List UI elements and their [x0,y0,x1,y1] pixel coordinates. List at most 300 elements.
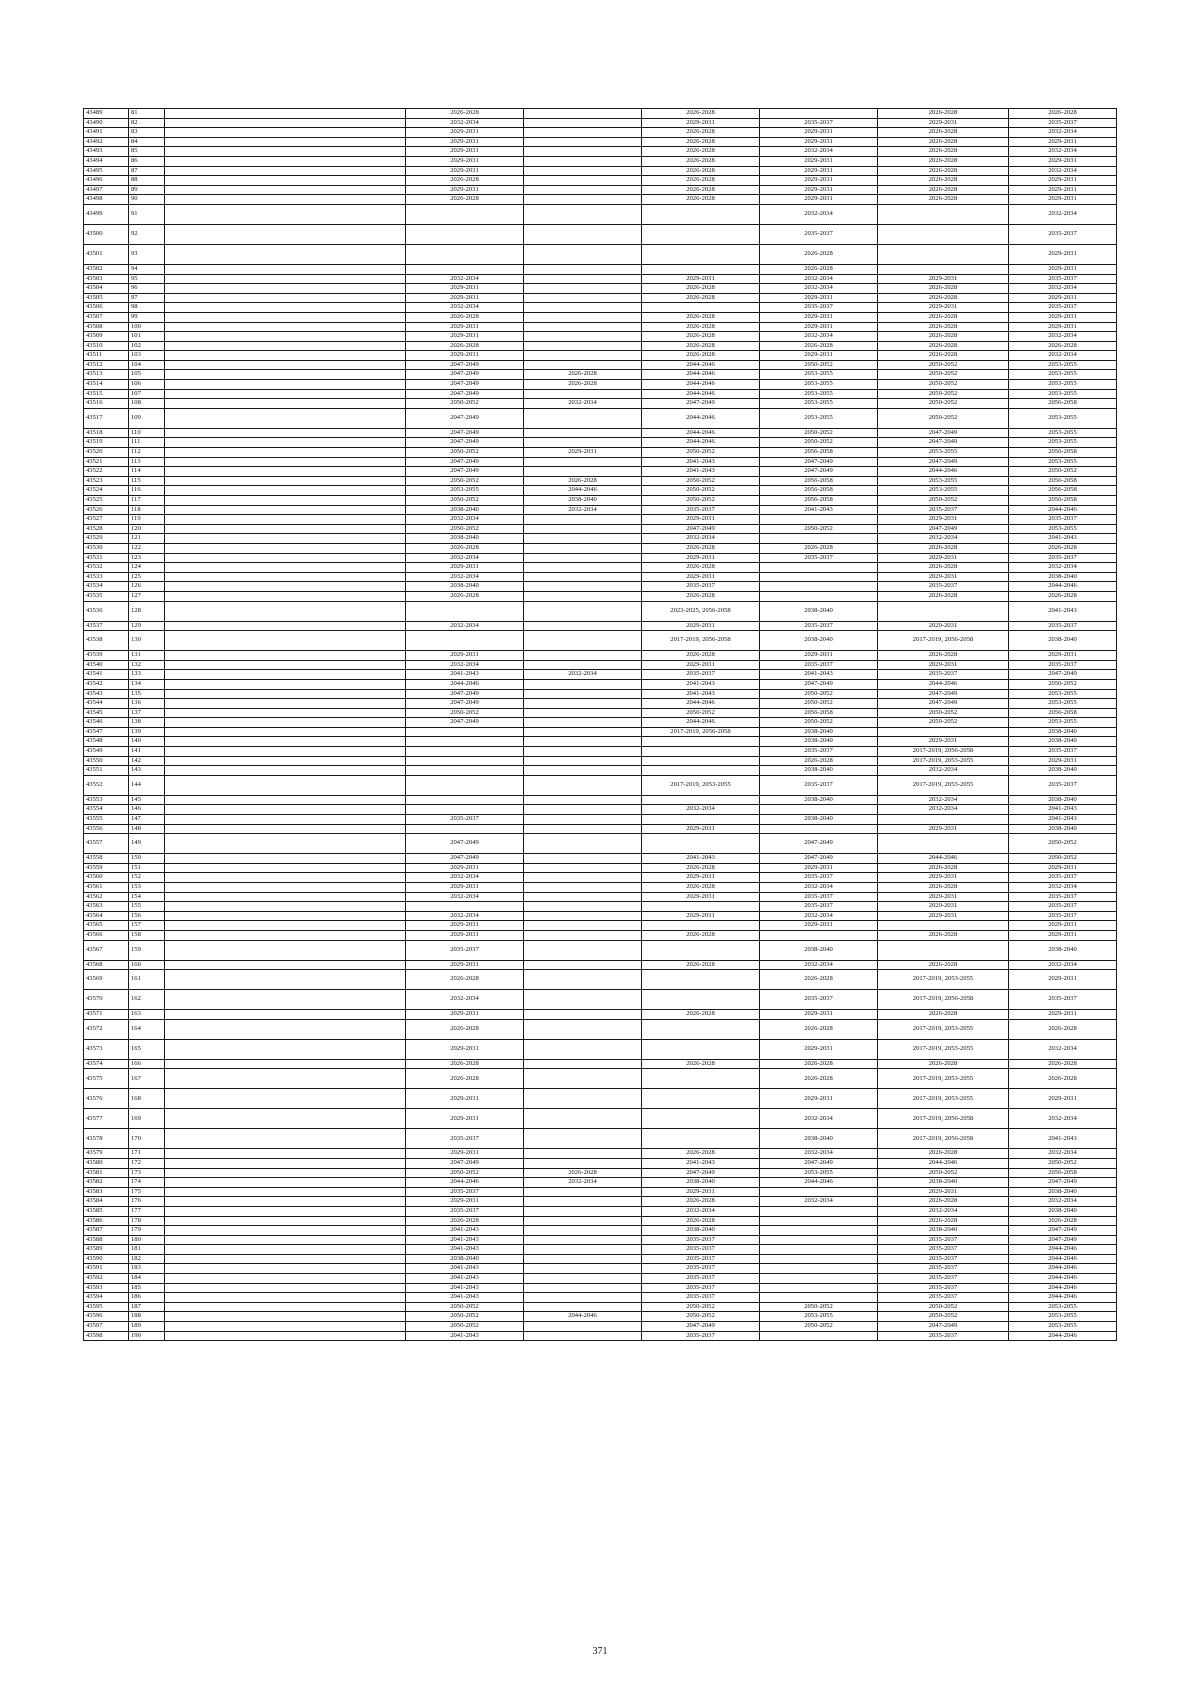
table-row [84,815,1117,825]
period-cell-1 [406,264,524,274]
row-number-cell: 155 [129,902,165,912]
address-cell [165,930,406,940]
period-cell-2 [524,631,642,651]
period-cell-3: 2044-2046 [642,699,760,709]
period-cell-5: 2026-2028 [878,341,1009,351]
period-cell-4: 2050-2052 [760,718,878,728]
period-cell-1: 2026-2028 [406,312,524,322]
period-cell-5: 2035-2037 [878,670,1009,680]
address-cell [165,940,406,960]
period-cell-6: 2053-2055 [1009,524,1117,534]
table-row [84,892,1117,902]
period-cell-6: 2038-2040 [1009,795,1117,805]
row-number-cell: 99 [129,312,165,322]
period-cell-4: 2029-2031 [760,651,878,661]
period-cell-3: 2041-2043 [642,467,760,477]
period-cell-6: 2056-2058 [1009,496,1117,506]
table-row [84,970,1117,990]
row-number-cell: 185 [129,1283,165,1293]
period-cell-1: 2029-2031 [406,921,524,931]
address-cell [165,312,406,322]
table-row [84,960,1117,970]
period-cell-6: 2047-2049 [1009,1226,1117,1236]
record-id-cell: 43520 [84,448,129,458]
row-number-cell: 146 [129,805,165,815]
table-row [84,1059,1117,1069]
row-number-cell: 90 [129,195,165,205]
period-cell-2 [524,911,642,921]
period-cell-6: 2053-2055 [1009,428,1117,438]
period-cell-3: 2041-2043 [642,679,760,689]
table-row [84,380,1117,390]
address-cell [165,834,406,854]
table-row [84,1226,1117,1236]
period-cell-5: 2050-2052 [878,1302,1009,1312]
record-id-cell: 43554 [84,805,129,815]
period-cell-1: 2044-2046 [406,679,524,689]
period-cell-1: 2050-2052 [406,708,524,718]
period-cell-1: 2041-2043 [406,1331,524,1341]
row-number-cell: 175 [129,1187,165,1197]
address-cell [165,775,406,795]
period-cell-3: 2029-2031 [642,118,760,128]
period-cell-2 [524,224,642,244]
address-cell [165,795,406,805]
period-cell-4: 2035-2037 [760,660,878,670]
table-row [84,670,1117,680]
period-cell-4: 2050-2052 [760,699,878,709]
period-cell-3: 2035-2037 [642,1274,760,1284]
table-row [84,660,1117,670]
record-id-cell: 43507 [84,312,129,322]
period-cell-2 [524,940,642,960]
table-row [84,679,1117,689]
record-id-cell: 43541 [84,670,129,680]
period-cell-2 [524,438,642,448]
period-cell-4: 2035-2037 [760,621,878,631]
period-cell-6: 2029-2031 [1009,756,1117,766]
period-cell-4: 2047-2049 [760,467,878,477]
period-cell-3: 2026-2028 [642,137,760,147]
period-cell-2 [524,195,642,205]
period-cell-1: 2050-2052 [406,476,524,486]
period-cell-1: 2032-2034 [406,515,524,525]
period-cell-5 [878,244,1009,264]
row-number-cell: 100 [129,322,165,332]
period-cell-1: 2029-2031 [406,351,524,361]
period-cell-5: 2050-2052 [878,360,1009,370]
period-cell-6: 2032-2034 [1009,351,1117,361]
period-cell-3: 2050-2052 [642,496,760,506]
period-cell-4 [760,1264,878,1274]
period-cell-2 [524,408,642,428]
period-cell-4: 2029-2031 [760,1039,878,1059]
period-cell-1: 2026-2028 [406,591,524,601]
period-cell-4 [760,1274,878,1284]
period-cell-6: 2035-2037 [1009,990,1117,1010]
record-id-cell: 43493 [84,147,129,157]
period-cell-6: 2032-2034 [1009,1149,1117,1159]
period-cell-2 [524,1322,642,1332]
row-number-cell: 121 [129,534,165,544]
period-cell-3 [642,795,760,805]
table-row [84,543,1117,553]
address-cell [165,824,406,834]
period-cell-4: 2035-2037 [760,775,878,795]
period-cell-2 [524,332,642,342]
period-cell-5: 2026-2028 [878,195,1009,205]
address-cell [165,651,406,661]
address-cell [165,854,406,864]
period-cell-5: 2026-2028 [878,883,1009,893]
period-cell-6: 2053-2055 [1009,1312,1117,1322]
table-row [84,1129,1117,1149]
address-cell [165,496,406,506]
period-cell-5: 2026-2028 [878,312,1009,322]
period-cell-3: 2038-2040 [642,1178,760,1188]
table-row [84,1168,1117,1178]
address-cell [165,1069,406,1089]
period-cell-1 [406,737,524,747]
period-cell-5: 2047-2049 [878,699,1009,709]
address-cell [165,118,406,128]
row-number-cell: 179 [129,1226,165,1236]
period-cell-5: 2029-2031 [878,737,1009,747]
period-cell-6: 2050-2052 [1009,854,1117,864]
period-cell-5: 2017-2019, 2056-2058 [878,1109,1009,1129]
period-cell-1: 2032-2034 [406,118,524,128]
row-number-cell: 124 [129,563,165,573]
period-cell-5: 2050-2052 [878,399,1009,409]
address-cell [165,351,406,361]
record-id-cell: 43516 [84,399,129,409]
period-cell-1: 2041-2043 [406,1274,524,1284]
period-cell-1 [406,204,524,224]
period-cell-2: 2038-2040 [524,496,642,506]
period-cell-5: 2050-2052 [878,496,1009,506]
period-cell-1: 2035-2037 [406,1206,524,1216]
address-cell [165,370,406,380]
row-number-cell: 157 [129,921,165,931]
address-cell [165,389,406,399]
period-cell-3: 2029-2031 [642,824,760,834]
period-cell-4: 2026-2028 [760,264,878,274]
address-cell [165,486,406,496]
period-cell-1 [406,224,524,244]
period-cell-1: 2047-2049 [406,457,524,467]
period-cell-6: 2041-2043 [1009,534,1117,544]
table-row [84,737,1117,747]
table-row [84,166,1117,176]
address-cell [165,360,406,370]
period-cell-1: 2050-2052 [406,1168,524,1178]
period-cell-2 [524,718,642,728]
period-cell-2 [524,689,642,699]
record-id-cell: 43513 [84,370,129,380]
period-cell-5: 2032-2034 [878,534,1009,544]
period-cell-1: 2035-2037 [406,1187,524,1197]
row-number-cell: 171 [129,1149,165,1159]
period-cell-1: 2050-2052 [406,1322,524,1332]
period-cell-5: 2029-2031 [878,572,1009,582]
period-cell-3: 2050-2052 [642,476,760,486]
period-cell-3: 2029-2031 [642,1187,760,1197]
period-cell-5 [878,204,1009,224]
period-cell-5: 2029-2031 [878,274,1009,284]
table-row [84,930,1117,940]
row-number-cell: 104 [129,360,165,370]
row-number-cell: 167 [129,1069,165,1089]
row-number-cell: 111 [129,438,165,448]
row-number-cell: 125 [129,572,165,582]
period-cell-1: 2050-2052 [406,399,524,409]
record-id-cell: 43515 [84,389,129,399]
period-cell-4: 2047-2049 [760,1158,878,1168]
period-cell-6: 2029-2031 [1009,322,1117,332]
table-row [84,303,1117,313]
period-cell-1: 2038-2040 [406,505,524,515]
period-cell-5: 2047-2049 [878,1322,1009,1332]
period-cell-4 [760,1283,878,1293]
table-row [84,1069,1117,1089]
address-cell [165,1109,406,1129]
period-cell-4: 2038-2040 [760,737,878,747]
record-id-cell: 43536 [84,601,129,621]
period-cell-2: 2032-2034 [524,1178,642,1188]
row-number-cell: 117 [129,496,165,506]
row-number-cell: 168 [129,1089,165,1109]
period-cell-4: 2029-2031 [760,863,878,873]
address-cell [165,293,406,303]
period-cell-4: 2056-2058 [760,496,878,506]
period-cell-3: 2041-2043 [642,457,760,467]
record-id-cell: 43584 [84,1197,129,1207]
address-cell [165,970,406,990]
period-cell-5: 2044-2046 [878,467,1009,477]
period-cell-4 [760,534,878,544]
period-cell-3: 2026-2028 [642,322,760,332]
record-id-cell: 43524 [84,486,129,496]
record-id-cell: 43560 [84,873,129,883]
period-cell-6: 2026-2028 [1009,591,1117,601]
period-cell-1: 2032-2034 [406,660,524,670]
table-row [84,293,1117,303]
address-cell [165,766,406,776]
period-cell-6: 2038-2040 [1009,1206,1117,1216]
period-cell-3: 2026-2028 [642,185,760,195]
period-cell-5: 2035-2037 [878,1254,1009,1264]
period-cell-4: 2047-2049 [760,834,878,854]
address-cell [165,1226,406,1236]
row-number-cell: 106 [129,380,165,390]
period-cell-1: 2044-2046 [406,1178,524,1188]
period-cell-3: 2044-2046 [642,389,760,399]
period-cell-4: 2032-2034 [760,147,878,157]
period-cell-5: 2026-2028 [878,147,1009,157]
address-cell [165,505,406,515]
period-cell-2 [524,1109,642,1129]
period-cell-6: 2038-2040 [1009,824,1117,834]
period-cell-3: 2026-2028 [642,1059,760,1069]
period-cell-6: 2047-2049 [1009,1178,1117,1188]
period-cell-6: 2038-2040 [1009,572,1117,582]
period-cell-6: 2029-2031 [1009,293,1117,303]
record-id-cell: 43510 [84,341,129,351]
record-id-cell: 43597 [84,1322,129,1332]
table-row [84,1264,1117,1274]
row-number-cell: 102 [129,341,165,351]
period-cell-6: 2053-2055 [1009,438,1117,448]
period-cell-6: 2056-2058 [1009,399,1117,409]
period-cell-1: 2032-2034 [406,553,524,563]
table-row [84,854,1117,864]
period-cell-1 [406,756,524,766]
period-cell-6: 2053-2055 [1009,389,1117,399]
period-cell-3 [642,303,760,313]
address-cell [165,147,406,157]
period-cell-4: 2038-2040 [760,795,878,805]
period-cell-5: 2026-2028 [878,185,1009,195]
period-cell-4: 2035-2037 [760,747,878,757]
period-cell-2 [524,854,642,864]
period-cell-1 [406,601,524,621]
period-cell-5: 2035-2037 [878,1293,1009,1303]
table-row [84,766,1117,776]
period-cell-3 [642,1129,760,1149]
table-row [84,147,1117,157]
period-cell-5: 2035-2037 [878,1245,1009,1255]
row-number-cell: 148 [129,824,165,834]
period-cell-1: 2029-2031 [406,1010,524,1020]
period-cell-5: 2032-2034 [878,766,1009,776]
period-cell-6: 2041-2043 [1009,815,1117,825]
period-cell-6: 2056-2058 [1009,476,1117,486]
period-cell-4: 2053-2055 [760,389,878,399]
period-cell-4: 2026-2028 [760,341,878,351]
period-cell-6: 2053-2055 [1009,408,1117,428]
table-row [84,1206,1117,1216]
period-cell-3: 2044-2046 [642,360,760,370]
row-number-cell: 172 [129,1158,165,1168]
period-cell-4 [760,1206,878,1216]
table-row [84,631,1117,651]
period-cell-5: 2035-2037 [878,1235,1009,1245]
period-cell-6: 2029-2031 [1009,185,1117,195]
table-row [84,708,1117,718]
record-id-cell: 43572 [84,1019,129,1039]
row-number-cell: 130 [129,631,165,651]
address-cell [165,399,406,409]
record-id-cell: 43567 [84,940,129,960]
address-cell [165,1264,406,1274]
period-cell-5: 2035-2037 [878,1274,1009,1284]
period-cell-4: 2035-2037 [760,902,878,912]
row-number-cell: 114 [129,467,165,477]
period-cell-4: 2032-2034 [760,1197,878,1207]
period-cell-4: 2053-2055 [760,1312,878,1322]
record-id-cell: 43495 [84,166,129,176]
record-id-cell: 43501 [84,244,129,264]
period-cell-2 [524,863,642,873]
period-cell-2 [524,990,642,1010]
row-number-cell: 89 [129,185,165,195]
period-cell-1 [406,631,524,651]
period-cell-1: 2035-2037 [406,1129,524,1149]
table-row [84,834,1117,854]
record-id-cell: 43525 [84,496,129,506]
table-row [84,1158,1117,1168]
row-number-cell: 151 [129,863,165,873]
record-id-cell: 43521 [84,457,129,467]
address-cell [165,1322,406,1332]
row-number-cell: 147 [129,815,165,825]
address-cell [165,448,406,458]
row-number-cell: 139 [129,727,165,737]
period-cell-3: 2026-2028 [642,863,760,873]
period-cell-6: 2044-2046 [1009,1264,1117,1274]
period-cell-2 [524,892,642,902]
period-cell-3: 2026-2028 [642,1010,760,1020]
period-cell-4: 2041-2043 [760,505,878,515]
table-row [84,1331,1117,1341]
row-number-cell: 186 [129,1293,165,1303]
table-row [84,156,1117,166]
period-cell-3 [642,1039,760,1059]
period-cell-2 [524,601,642,621]
address-cell [165,873,406,883]
row-number-cell: 122 [129,543,165,553]
record-id-cell: 43526 [84,505,129,515]
period-cell-2 [524,834,642,854]
table-row [84,940,1117,960]
period-cell-4: 2029-2031 [760,128,878,138]
period-cell-2 [524,1069,642,1089]
row-number-cell: 115 [129,476,165,486]
period-cell-2 [524,1149,642,1159]
period-cell-1: 2029-2031 [406,322,524,332]
record-id-cell: 43596 [84,1312,129,1322]
period-cell-6: 2035-2037 [1009,902,1117,912]
period-cell-6: 2029-2031 [1009,1010,1117,1020]
record-id-cell: 43580 [84,1158,129,1168]
address-cell [165,863,406,873]
record-id-cell: 43523 [84,476,129,486]
period-cell-1: 2047-2049 [406,370,524,380]
period-cell-4 [760,1226,878,1236]
period-cell-6: 2056-2058 [1009,1168,1117,1178]
period-cell-5: 2035-2037 [878,505,1009,515]
period-cell-4: 2026-2028 [760,244,878,264]
period-cell-5: 2029-2031 [878,621,1009,631]
period-cell-4: 2044-2046 [760,1178,878,1188]
period-cell-4: 2050-2052 [760,360,878,370]
period-cell-5: 2050-2052 [878,1168,1009,1178]
row-number-cell: 188 [129,1312,165,1322]
period-cell-2 [524,176,642,186]
period-cell-4: 2038-2040 [760,601,878,621]
table-row [84,1312,1117,1322]
period-cell-3: 2050-2052 [642,708,760,718]
table-row [84,496,1117,506]
period-cell-5 [878,264,1009,274]
period-cell-2 [524,351,642,361]
table-row [84,176,1117,186]
period-cell-4 [760,515,878,525]
period-cell-5 [878,224,1009,244]
record-id-cell: 43543 [84,689,129,699]
table-row [84,805,1117,815]
period-cell-2 [524,756,642,766]
